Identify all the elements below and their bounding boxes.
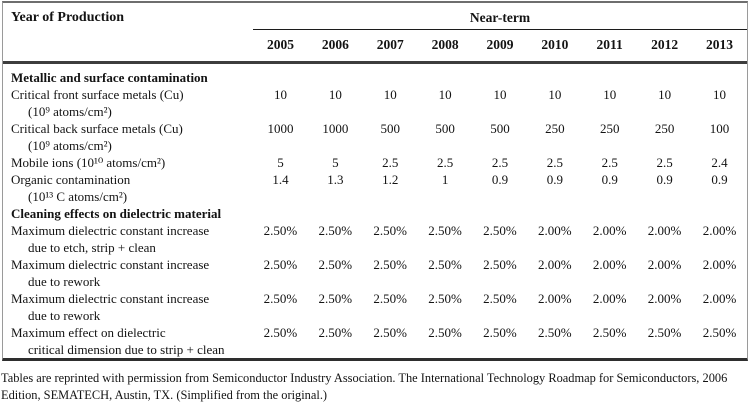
year-header-row xyxy=(3,30,747,63)
value-cell: 2.50% xyxy=(428,325,462,340)
value-cell: 250 xyxy=(654,121,675,136)
sublabel-row xyxy=(3,188,747,205)
value-cell: 5 xyxy=(332,155,339,170)
row-label: Organic contamination xyxy=(11,172,131,187)
row-label: Maximum dielectric constant increase xyxy=(11,223,210,238)
value-cell: 1000 xyxy=(267,121,294,136)
value-cell: 2.50% xyxy=(483,257,517,272)
sublabel-row xyxy=(3,273,747,290)
data-row xyxy=(3,154,747,171)
value-cell: 10 xyxy=(658,87,672,102)
data-row xyxy=(3,324,747,341)
value-cell: 2.50% xyxy=(263,291,298,306)
value-cell: 2.50% xyxy=(483,325,517,340)
year-header: 2012 xyxy=(637,30,692,63)
data-row xyxy=(3,86,747,103)
value-cell: 2.00% xyxy=(538,223,572,238)
value-cell: 1 xyxy=(441,172,449,187)
value-cell: 2.50% xyxy=(702,325,737,340)
row-label: Critical back surface metals (Cu) xyxy=(11,121,183,136)
value-cell: 2.4 xyxy=(711,155,728,170)
year-header: 2005 xyxy=(253,30,308,63)
data-row xyxy=(3,256,747,273)
data-row xyxy=(3,222,747,239)
value-cell: 10 xyxy=(273,87,287,102)
year-header: 2013 xyxy=(692,30,747,63)
row-label: Mobile ions (10¹⁰ atoms/cm²) xyxy=(11,155,166,170)
value-cell: 2.5 xyxy=(656,155,673,170)
value-cell: 10 xyxy=(548,87,562,102)
value-cell: 10 xyxy=(713,87,726,102)
value-cell: 2.00% xyxy=(647,223,682,238)
value-cell: 2.50% xyxy=(483,223,517,238)
row-sublabel: (10⁹ atoms/cm²) xyxy=(28,104,112,119)
value-cell: 100 xyxy=(709,121,730,136)
year-header: 2010 xyxy=(527,30,582,63)
data-row xyxy=(3,120,747,137)
row-label: Critical front surface metals (Cu) xyxy=(11,87,184,102)
value-cell: 2.5 xyxy=(601,155,618,170)
value-cell: 2.50% xyxy=(483,291,517,306)
value-cell: 2.00% xyxy=(592,291,627,306)
value-cell: 10 xyxy=(603,87,617,102)
value-cell: 2.50% xyxy=(318,291,353,306)
value-cell: 2.50% xyxy=(318,325,353,340)
value-cell: 0.9 xyxy=(711,172,728,187)
sublabel-row xyxy=(3,137,747,154)
value-cell: 2.50% xyxy=(263,257,298,272)
value-cell: 5 xyxy=(277,155,284,170)
value-cell: 0.9 xyxy=(656,172,673,187)
value-cell: 2.50% xyxy=(318,257,353,272)
value-cell: 2.5 xyxy=(491,155,509,170)
group-header-row xyxy=(3,3,747,30)
data-row xyxy=(3,171,747,188)
value-cell: 2.5 xyxy=(436,155,454,170)
corner-header-year-of-production: Year of Production xyxy=(11,10,125,25)
value-cell: 2.00% xyxy=(647,257,682,272)
section-label: Cleaning effects on dielectric material xyxy=(11,206,222,221)
value-cell: 2.50% xyxy=(263,325,298,340)
year-header: 2008 xyxy=(418,30,473,63)
section-label: Metallic and surface contamination xyxy=(11,70,208,85)
group-header-near-term: Near-term xyxy=(253,3,747,30)
value-cell: 10 xyxy=(328,87,342,102)
value-cell: 2.00% xyxy=(538,291,572,306)
value-cell: 2.50% xyxy=(428,291,462,306)
row-sublabel: due to rework xyxy=(28,308,101,323)
section-row xyxy=(3,63,747,87)
sublabel-row xyxy=(3,239,747,256)
year-header: 2006 xyxy=(308,30,363,63)
data-row xyxy=(3,290,747,307)
sublabel-row xyxy=(3,103,747,120)
year-header: 2011 xyxy=(582,30,637,63)
value-cell: 2.00% xyxy=(702,223,737,238)
value-cell: 2.50% xyxy=(373,223,407,238)
value-cell: 2.5 xyxy=(382,155,399,170)
value-cell: 2.50% xyxy=(428,223,462,238)
row-sublabel: critical dimension due to strip + clean xyxy=(28,342,225,357)
value-cell: 2.50% xyxy=(373,257,407,272)
value-cell: 2.00% xyxy=(592,257,627,272)
year-header: 2007 xyxy=(363,30,418,63)
row-sublabel: (10⁹ atoms/cm²) xyxy=(28,138,112,153)
value-cell: 10 xyxy=(438,87,452,102)
row-label: Maximum dielectric constant increase xyxy=(11,257,210,272)
value-cell: 10 xyxy=(383,87,397,102)
sublabel-row xyxy=(3,307,747,324)
value-cell: 0.9 xyxy=(546,172,563,187)
value-cell: 1000 xyxy=(322,121,349,136)
value-cell: 2.50% xyxy=(263,223,298,238)
value-cell: 2.50% xyxy=(428,257,462,272)
sublabel-row xyxy=(3,341,747,358)
value-cell: 2.5 xyxy=(546,155,563,170)
value-cell: 500 xyxy=(435,121,455,136)
value-cell: 2.00% xyxy=(647,291,682,306)
row-label: Maximum dielectric constant increase xyxy=(11,291,210,306)
value-cell: 500 xyxy=(380,121,400,136)
value-cell: 2.50% xyxy=(538,325,572,340)
empty-header-cell xyxy=(3,30,253,63)
value-cell: 2.00% xyxy=(538,257,572,272)
source-note: Tables are reprinted with permission from Semiconductor Industry Association. The International Technology Roadmap for Semiconductors, 2006 Edition, SEMATECH, Austin, TX. (Simplified from the original.) xyxy=(1,371,728,402)
near-term-roadmap-table xyxy=(3,3,747,358)
value-cell: 1.4 xyxy=(272,172,289,187)
value-cell: 2.50% xyxy=(318,223,353,238)
value-cell: 2.50% xyxy=(373,325,407,340)
page xyxy=(0,1,750,410)
value-cell: 2.00% xyxy=(702,291,737,306)
section-row xyxy=(3,205,747,222)
year-header: 2009 xyxy=(473,30,528,63)
value-cell: 2.50% xyxy=(647,325,682,340)
table-header xyxy=(3,3,747,63)
value-cell: 250 xyxy=(545,121,565,136)
value-cell: 1.2 xyxy=(382,172,399,187)
row-label: Maximum effect on dielectric xyxy=(11,325,166,340)
row-sublabel: due to etch, strip + clean xyxy=(28,240,156,255)
table-body xyxy=(3,63,747,359)
row-sublabel: due to rework xyxy=(28,274,101,289)
value-cell: 2.00% xyxy=(702,257,737,272)
roadmap-table-box xyxy=(2,1,748,361)
value-cell: 2.50% xyxy=(592,325,627,340)
row-sublabel: (10¹³ C atoms/cm²) xyxy=(28,189,128,204)
value-cell: 250 xyxy=(599,121,620,136)
value-cell: 2.50% xyxy=(373,291,407,306)
value-cell: 500 xyxy=(490,121,510,136)
value-cell: 1.3 xyxy=(327,172,344,187)
value-cell: 2.00% xyxy=(592,223,627,238)
value-cell: 0.9 xyxy=(491,172,509,187)
value-cell: 10 xyxy=(493,87,507,102)
value-cell: 0.9 xyxy=(601,172,618,187)
